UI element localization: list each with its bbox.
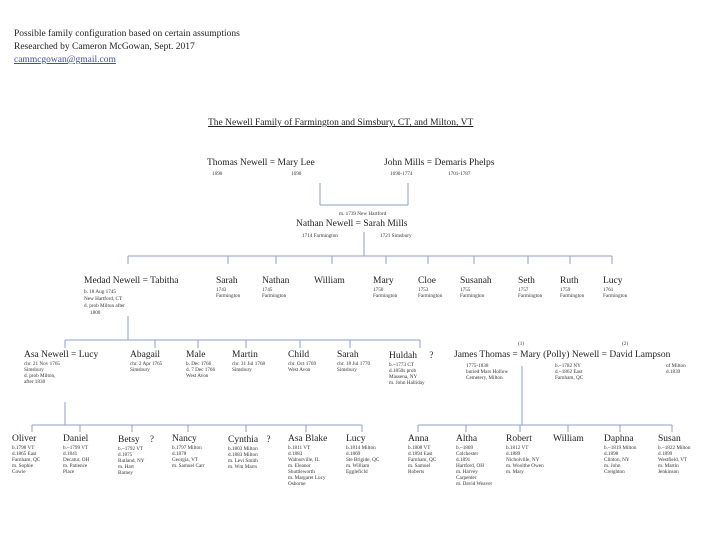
child-detail: Nicholville, NY [506,457,540,463]
child-detail: b.1797 Milton [172,445,202,451]
child-daphna [604,434,637,475]
child-detail: Osborne [288,481,306,487]
sibling-ruth [560,276,584,299]
sibling-detail: chr. 18 Jul 1770 [337,361,371,367]
child-detail: m. John [604,463,621,469]
child-detail: Carpenter [456,475,477,481]
child-susan [658,434,691,475]
sibling-detail: Simsbury [130,367,150,373]
lampson-detail: of Milton [666,363,686,369]
child-detail: Westfield, VT [658,457,688,463]
asa-lucy-couple [24,350,98,385]
sibling-place: Farmington [418,293,443,299]
sibling-place: Farmington [262,293,287,299]
thomas-mary-couple: Thomas Newell = Mary Lee [207,158,315,168]
nathan-sarah-couple: Nathan Newell = Sarah Mills [296,219,408,229]
child-detail: Farnham, QC [408,457,437,463]
child-altha [456,434,492,487]
child-detail: d.1841 [63,451,78,457]
child-name: Lucy [346,434,366,444]
sibling-name: William [314,276,345,286]
sibling-lucy [603,276,627,299]
sibling-name: Nathan [262,276,290,286]
child-detail: m. Patience [63,463,88,469]
sibling-male [186,350,215,379]
child-detail: d.1869 [346,451,361,457]
child-detail: m. Sophie [12,463,34,469]
child-detail: Jenkinson [658,469,679,475]
child-detail: m. Wm Marrs [228,464,258,470]
child-name: Cynthia [228,435,259,445]
sibling-cloe [418,276,442,299]
child-detail: m. David Weaver [456,481,493,487]
child-name: Altha [456,434,478,444]
child-detail: m. Samuel [408,463,431,469]
sibling-place: Farmington [216,293,241,299]
chart-title: The Newell Family of Farmington and Simsbury, CT, and Milton, VT [208,118,474,128]
sibling-name: Martin [232,350,258,360]
child-detail: Shuttleworth [288,469,315,475]
child-detail: d.1865 East [12,451,37,457]
child-detail: b.1798 VT [12,445,35,451]
child-anna [408,434,436,475]
sibling-year: 1755 [460,287,471,293]
child-detail: d.1889 [506,451,521,457]
sibling-name: Huldah [389,351,417,361]
child-detail: Hartford, OH [456,463,484,469]
child-detail: d.1875 [118,452,133,458]
child-detail: Eggleficld [346,469,368,475]
james-polly-david-marriage: James Thomas = Mary (Polly) Newell = David Lampson [454,350,671,360]
james-detail: Cemetery, Milton [466,375,503,381]
asa-detail: Simsbury [24,367,44,373]
child-asa-blake [288,434,327,487]
sibling-place: Farmington [603,293,628,299]
child-detail: Barney [118,470,133,476]
child-detail: m. Woolthe Owen [506,463,544,469]
sibling-name: Ruth [560,276,579,286]
child-detail: b.1812 VT [506,445,529,451]
child-detail: b.1811 VT [288,445,311,451]
sibling-name: Sarah [337,350,359,360]
child-nancy [172,434,205,469]
sibling-place: Farmington [460,293,485,299]
child-lucy [346,434,379,475]
child-detail: d.1898 [604,451,619,457]
child-name: Asa Blake [288,434,328,444]
child-detail: m. Eleanor [288,463,311,469]
marriage-note: m. 1739 New Hartford [339,211,387,217]
child-name: Nancy [172,434,197,444]
child-detail: b.1803 Milton [228,446,258,452]
child-detail: b.1814 Milton [346,445,376,451]
child-name: Robert [506,434,532,444]
child-detail: Ste Brigide, QC [346,457,380,463]
child-detail: Georgia, VT [172,457,199,463]
child-betsy [118,434,154,476]
child-name: Anna [408,434,429,444]
sibling-sarah [216,276,240,299]
thomas-date: 1690 [212,171,223,177]
sibling-detail: chr. 31 Jul 1768 [232,361,266,367]
polly-newell-detail [555,363,583,381]
child-detail: d.1894 East [408,451,433,457]
sibling-detail: d. 7 Dec 1766 [186,367,216,373]
child-name: Daniel [63,434,89,444]
sibling-name: Sarah [216,276,238,286]
sibling-susanah [460,276,492,299]
child-daniel [63,434,89,475]
child-detail: Colchester [456,451,479,457]
sibling-name: Lucy [603,276,623,286]
sarah-mills-birth: 1721 Simsbury [380,233,412,239]
sibling-seth [518,276,542,299]
child-detail: Roberts [408,469,425,475]
demaris-dates: 1701-1787 [448,171,471,177]
uncertain-mark: ? [266,434,271,444]
header-line-assumptions: Possible family configuration based on certain assumptions [14,29,240,39]
huldah-detail: Massena, NY [389,374,418,380]
child-detail: m. Harvey [456,469,478,475]
sibling-detail: chr. 2 Apr 1765 [130,361,163,367]
polly-detail: b.~1782 NY [555,363,581,369]
james-thomas-detail [466,363,508,381]
asa-detail: after 1830 [24,379,46,385]
child-detail: m. Martin [658,463,679,469]
child-detail: Walnutville, IL [288,457,320,463]
sibling-name: Susanah [460,276,492,286]
asa-lucy-names: Asa Newell = Lucy [24,350,99,360]
sibling-year: 1759 [560,287,571,293]
sibling-place: Farmington [518,293,543,299]
sibling-name: Abagail [130,350,161,360]
marriage-marker-2: (2) [622,341,629,347]
child-detail: Place [63,469,75,475]
child-detail: m. Mary [506,469,524,475]
david-lampson-detail [666,363,686,375]
child-oliver [12,434,40,475]
sibling-place: Farmington [373,293,398,299]
nathan-birth: 1714 Farmington [302,233,338,239]
sibling-year: 1757 [518,287,529,293]
sibling-martin [232,350,265,373]
child-detail: Clinton, NY [604,457,630,463]
child-cynthia [228,434,270,470]
huldah-detail: b.~1773 CT [389,362,414,368]
child-detail: Farnham, QC [12,457,41,463]
james-detail: buried Mars Hollow [466,369,509,375]
james-detail: 1775-1838 [466,363,489,369]
sibling-year: 1761 [603,287,614,293]
child-detail: b.~1819 Milton [604,445,637,451]
child-detail: d.1899 [658,451,673,457]
sibling-year: 1745 [262,287,273,293]
uncertain-mark: ? [150,434,155,444]
john-mills-dates: 1690-1774 [390,171,413,177]
marriage-marker-1: (1) [518,341,525,347]
header-line-researcher: Researched by Cameron McGowan, Sept. 2017 [14,42,195,52]
child-william [553,434,584,445]
child-detail: m. Levi Smith [228,458,258,464]
child-detail: m. Hart [118,464,134,470]
sibling-name: Seth [518,276,535,286]
child-detail: b.1808 VT [408,445,431,451]
child-name: Oliver [12,434,37,444]
sibling-detail: Simsbury [232,367,252,373]
uncertain-mark: ? [429,350,434,360]
asa-detail: d. prob Milton, [24,373,56,379]
medad-detail: d. prob Milton after [84,303,125,309]
child-detail: Decatur, OH [63,457,90,463]
medad-detail: b. 18 Aug 1745 [84,289,116,295]
sibling-abagail [130,350,162,373]
sibling-name: Male [186,350,206,360]
mills-phelps-couple: John Mills = Demaris Phelps [384,158,495,168]
child-detail: m. William [346,463,370,469]
child-name: Betsy [118,435,140,445]
huldah-detail: d.1850s prob [389,368,417,374]
child-detail: b.~1822 Milton [658,445,691,451]
email-link[interactable]: cammcgowan@gmail.com [14,55,116,65]
sibling-name: Cloe [418,276,436,286]
mary-lee-date: 1690 [291,171,302,177]
child-detail: b.~1809 [456,445,474,451]
child-detail: d.1878 [172,451,187,457]
sibling-huldah [389,350,433,386]
child-detail: d.1883 [288,451,303,457]
medad-tabitha-couple: Medad Newell = Tabitha [84,276,179,286]
child-detail: Cowie [12,469,26,475]
sibling-detail: chr. Oct 1769 [288,361,317,367]
sibling-child [288,350,316,373]
child-detail: Creighton [604,469,625,475]
child-name: Susan [658,434,681,444]
polly-detail: d.~1862 East [555,369,583,375]
sibling-detail: Simsbury [337,367,357,373]
child-detail: Rutland, NY [118,458,145,464]
sibling-name: Child [288,350,310,360]
child-detail: d.1883 Milton [228,452,258,458]
child-detail: m. Samuel Carr [172,463,205,469]
sibling-name: Mary [373,276,394,286]
child-name: Daphna [604,434,634,444]
sibling-detail: West Avon [288,367,311,373]
sibling-year: 1743 [216,287,227,293]
sibling-william [314,276,345,287]
medad-detail: New Hartford, CT [84,296,123,302]
sibling-nathan [262,276,289,299]
asa-detail: chr. 21 Nov 1765 [24,361,61,367]
sibling-place: Farmington [560,293,585,299]
sibling-detail: b. Dec 1766 [186,361,212,367]
sibling-sarah-gen4 [337,350,370,373]
lampson-detail: d.1839 [666,369,681,375]
child-detail: d.1891 [456,457,471,463]
huldah-detail: m. John Halliday [389,380,425,386]
medad-detail: 1800 [90,310,101,316]
sibling-year: 1750 [373,287,384,293]
sibling-year: 1753 [418,287,429,293]
child-robert [506,434,544,475]
child-detail: b.~1792 VT [118,446,144,452]
sibling-detail: West Avon [186,373,209,379]
polly-detail: Farnham, QC [555,375,584,381]
sibling-mary [373,276,397,299]
child-detail: m. Margaret Lucy [288,475,326,481]
child-name: William [553,434,584,444]
child-detail: b.~1799 VT [63,445,89,451]
